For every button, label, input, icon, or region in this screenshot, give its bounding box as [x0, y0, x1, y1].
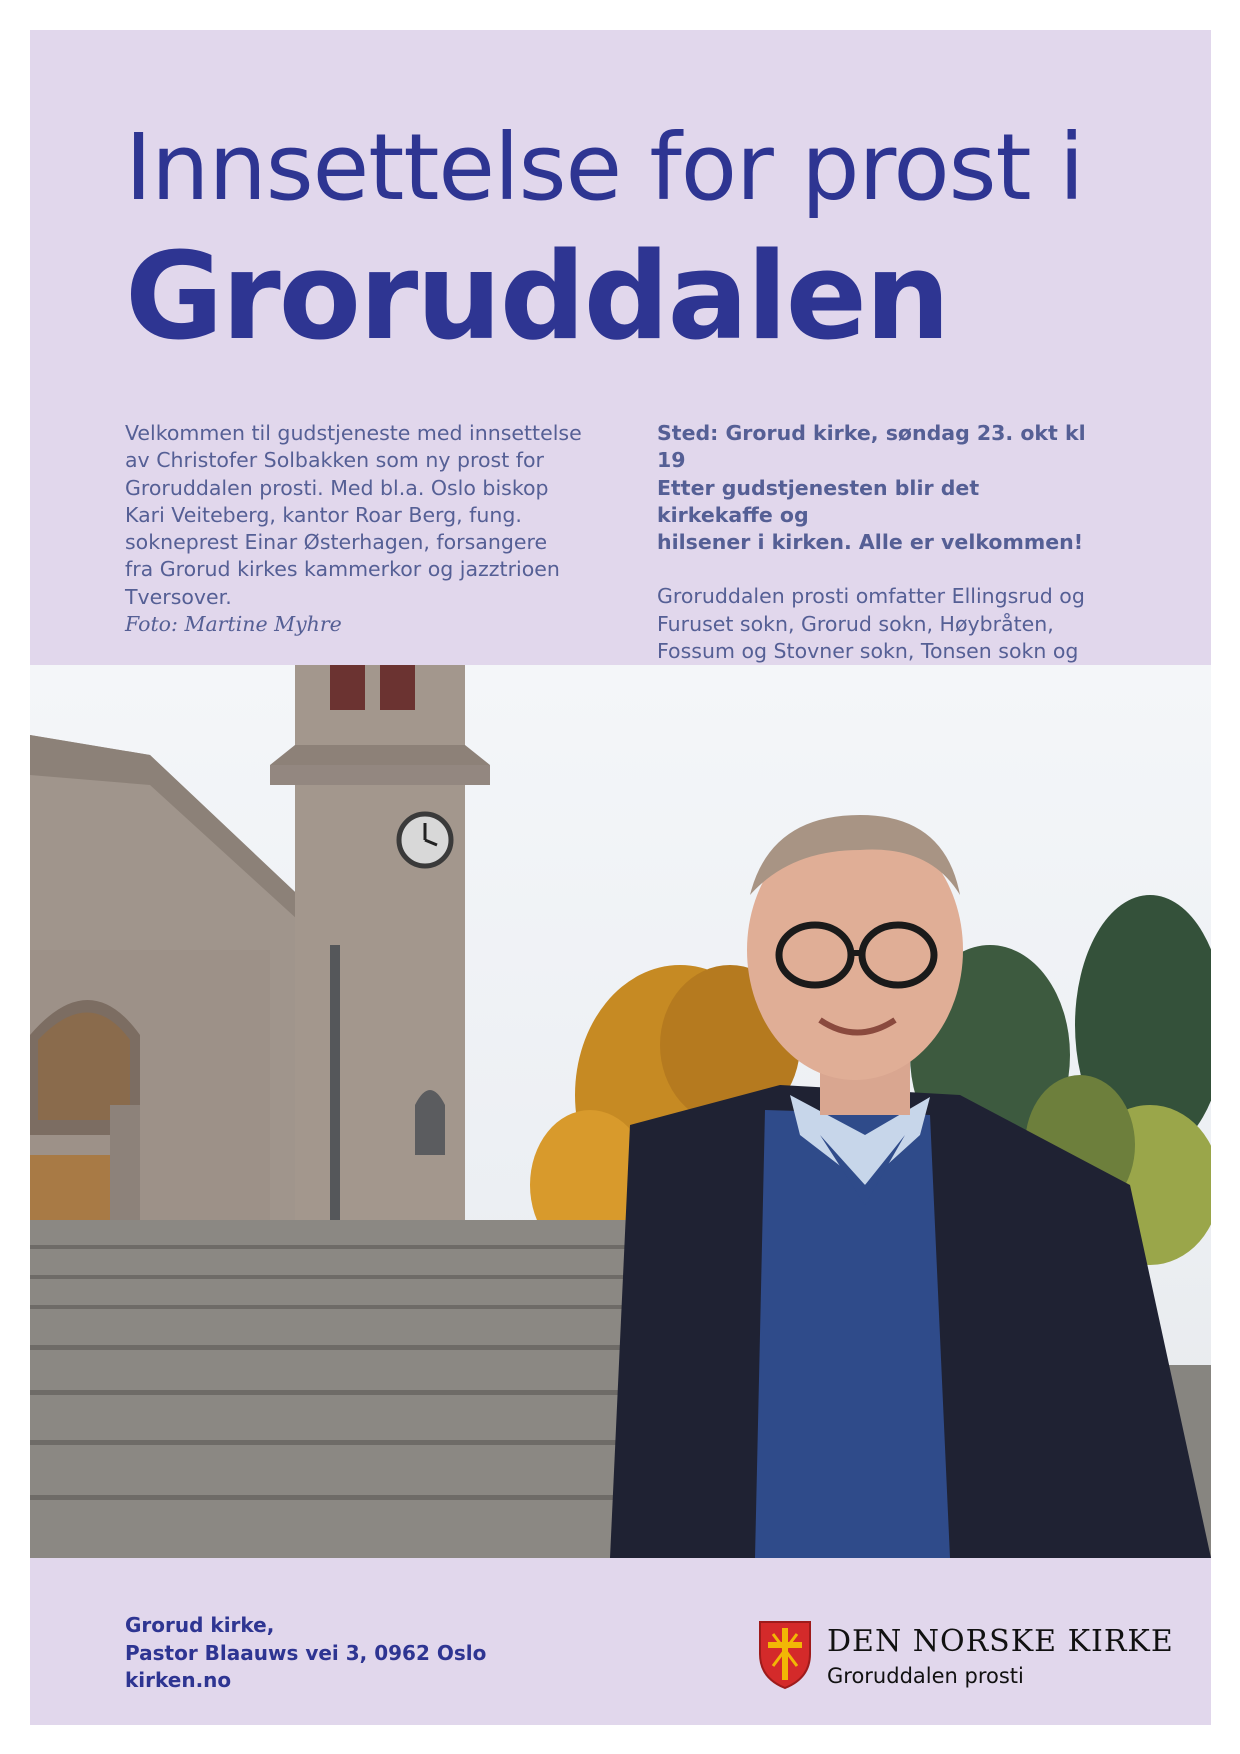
intro-line: av Christofer Solbakken som ny prost for — [125, 448, 544, 473]
intro-line: Tversover. — [125, 584, 232, 609]
intro-line: sokneprest Einar Østerhagen, forsangere — [125, 530, 548, 555]
photo-credit: Foto: Martine Myhre — [125, 612, 342, 637]
intro-line: fra Grorud kirkes kammerkor og jazztrioen — [125, 557, 560, 582]
den-norske-kirke-logo — [758, 1620, 1174, 1690]
logo-name: DEN NORSKE KIRKE — [827, 1624, 1174, 1659]
event-column — [657, 420, 1097, 693]
church-portrait-photo — [30, 665, 1211, 1558]
event-highlight-line: Sted: Grorud kirke, søndag 23. okt kl 19 — [657, 421, 1086, 473]
event-highlight-line: hilsener i kirken. Alle er velkommen! — [657, 530, 1084, 555]
church-shield-icon — [758, 1620, 812, 1690]
logo-subtitle: Groruddalen prosti — [827, 1664, 1024, 1688]
address-line: Grorud kirke, — [125, 1613, 275, 1637]
title-line-2: Groruddalen — [125, 228, 949, 367]
intro-column — [125, 420, 605, 638]
event-highlight-line: Etter gudstjenesten blir det kirkekaffe og — [657, 475, 980, 527]
prosti-info-line: Furuset sokn, Grorud sokn, Høybråten, — [657, 611, 1054, 636]
address-line: Pastor Blaauws vei 3, 0962 Oslo — [125, 1640, 487, 1665]
prosti-info-line: Fossum og Stovner sokn, Tonsen sokn og — [657, 639, 1079, 664]
website-link[interactable]: kirken.no — [125, 1668, 232, 1692]
intro-line: Kari Veiteberg, kantor Roar Berg, fung. — [125, 502, 522, 527]
prosti-info-line: Groruddalen prosti omfatter Ellingsrud og — [657, 584, 1085, 609]
footer-address — [125, 1612, 486, 1695]
intro-line: Groruddalen prosti. Med bl.a. Oslo biskop — [125, 475, 549, 500]
intro-line: Velkommen til gudstjeneste med innsettelse — [125, 421, 582, 445]
title-line-1: Innsettelse for prost i — [125, 114, 1084, 221]
